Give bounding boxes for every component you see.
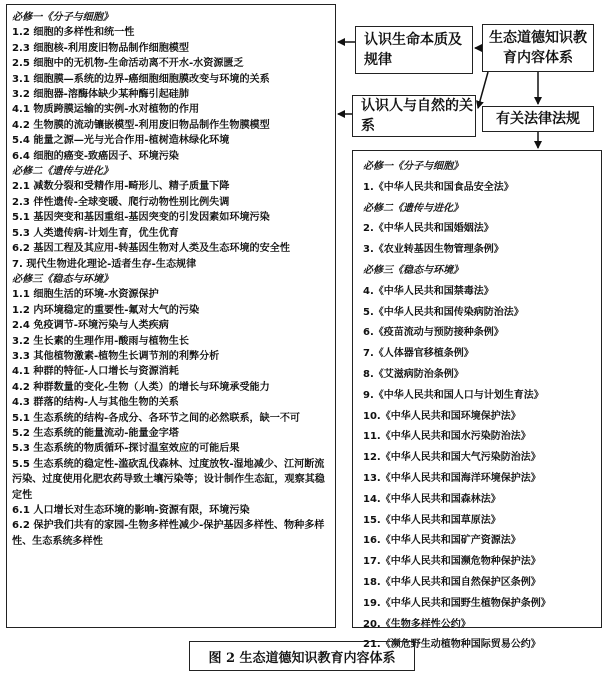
law-item: 8.《艾滋病防治条例》 <box>363 368 464 380</box>
left-panel-item: 5.3 人类遗传病-计划生育，优生优育 <box>12 227 179 239</box>
left-panel-heading: 必修二《遗传与进化》 <box>12 166 113 178</box>
node-understand-life <box>355 26 473 74</box>
law-item: 7.《人体器官移植条例》 <box>363 348 474 360</box>
node-understand-life-label: 认识生命本质及规律 <box>364 32 462 68</box>
figure-caption-text: 图 2 生态道德知识教育内容体系 <box>208 650 396 666</box>
law-heading: 必修一《分子与细胞》 <box>363 161 463 172</box>
law-item: 1.《中华人民共和国食品安全法》 <box>363 181 514 193</box>
law-heading: 必修三《稳态与环境》 <box>363 264 463 276</box>
law-item: 18.《中华人民共和国自然保护区条例》 <box>363 576 541 588</box>
left-panel-item: 2.3 细胞核-利用废旧物品制作细胞模型 <box>12 42 189 54</box>
left-panel-item: 3.1 细胞膜—系统的边界-癌细胞细胞膜改变与环境的关系 <box>12 73 270 85</box>
law-item: 20.《生物多样性公约》 <box>363 618 471 630</box>
law-item: 14.《中华人民共和国森林法》 <box>363 493 501 505</box>
left-panel-item: 7. 现代生物进化理论-适者生存-生态规律 <box>12 258 197 270</box>
law-item: 6.《疫苗流动与预防接种条例》 <box>363 327 504 339</box>
node-core-system-label: 生态道德知识教育内容体系 <box>489 30 587 66</box>
left-panel-item: 6.4 细胞的癌变-致癌因子、环境污染 <box>12 150 179 162</box>
node-understand-nature-label: 认识人与自然的关系 <box>361 98 473 134</box>
law-item: 16.《中华人民共和国矿产资源法》 <box>363 535 521 547</box>
left-panel-item: 6.1 人口增长对生态环境的影响-资源有限，环境污染 <box>12 505 250 516</box>
left-panel-item: 5.3 生态系统的物质循环-探讨温室效应的可能后果 <box>12 443 240 455</box>
law-item: 9.《中华人民共和国人口与计划生育法》 <box>363 389 544 401</box>
left-panel-item: 5.2 生态系统的能量流动-能量金字塔 <box>12 427 179 439</box>
left-panel-item: 3.3 其他植物激素-植物生长调节剂的利弊分析 <box>12 350 220 362</box>
left-panel-heading: 必修三《稳态与环境》 <box>12 273 113 285</box>
arrow-core-to-nature <box>478 72 488 108</box>
left-panel-item: 2.4 免疫调节-环境污染与人类疾病 <box>12 320 169 332</box>
left-panel-item: 2.5 细胞中的无机物-生命活动离不开水-水资源匮乏 <box>12 58 244 70</box>
law-item: 3.《农业转基因生物管理条例》 <box>363 244 504 256</box>
left-panel-item: 6.2 基因工程及其应用-转基因生物对人类及生态环境的安全性 <box>12 243 290 255</box>
left-panel-item: 4.2 种群数量的变化-生物（人类）的增长与环境承受能力 <box>12 381 270 393</box>
law-item: 19.《中华人民共和国野生植物保护条例》 <box>363 597 551 609</box>
left-panel-item: 5.1 生态系统的结构-各成分、各环节之间的必然联系，缺一不可 <box>12 412 301 424</box>
left-panel-item: 1.2 内环境稳定的重要性-氟对大气的污染 <box>12 304 200 316</box>
left-panel-item: 2.3 伴性遗传-全球变暖、爬行动物性别比例失调 <box>12 196 230 208</box>
left-panel-item: 4.1 物质跨膜运输的实例-水对植物的作用 <box>12 104 200 116</box>
left-content-panel <box>6 4 336 628</box>
law-heading: 必修二《遗传与进化》 <box>363 202 463 214</box>
node-laws <box>482 106 594 132</box>
law-item: 2.《中华人民共和国婚姻法》 <box>363 223 494 235</box>
left-panel-item: 5.1 基因突变和基因重组-基因突变的引发因素如环境污染 <box>12 212 270 224</box>
law-item: 13.《中华人民共和国海洋环境保护法》 <box>363 472 541 484</box>
left-panel-item: 3.2 生长素的生理作用-酸雨与植物生长 <box>12 335 189 347</box>
node-core-system <box>482 24 594 72</box>
law-item: 10.《中华人民共和国环境保护法》 <box>363 410 521 422</box>
figure-caption <box>189 641 415 671</box>
law-item: 21.《濒危野生动植物种国际贸易公约》 <box>363 639 541 651</box>
left-panel-item: 3.2 细胞器-溶酶体缺少某种酶引起硅肺 <box>12 89 189 101</box>
left-panel-item: 4.3 群落的结构-人与其他生物的关系 <box>12 397 179 409</box>
law-item: 15.《中华人民共和国草原法》 <box>363 514 501 526</box>
left-panel-item: 4.1 种群的特征-人口增长与资源消耗 <box>12 366 179 378</box>
node-understand-nature <box>352 95 476 137</box>
law-item: 4.《中华人民共和国禁毒法》 <box>363 285 494 297</box>
left-panel-item: 1.1 细胞生活的环境-水资源保护 <box>12 289 159 301</box>
left-panel-heading: 必修一《分子与细胞》 <box>12 12 113 23</box>
left-panel-item: 6.2 保护我们共有的家园-生物多样性减少-保护基因多样性、物种多样性、生态系统多样性 <box>12 520 325 547</box>
left-panel-item: 4.2 生物膜的流动镶嵌模型-利用废旧物品制作生物膜模型 <box>12 119 270 131</box>
law-item: 12.《中华人民共和国大气污染防治法》 <box>363 452 541 464</box>
left-panel-item: 1.2 细胞的多样性和统一性 <box>12 27 135 39</box>
left-panel-item: 2.1 减数分裂和受精作用-畸形儿、精子质量下降 <box>12 181 230 193</box>
left-panel-item: 5.4 能量之源—光与光合作用-植树造林绿化环境 <box>12 135 230 147</box>
left-panel-item: 5.5 生态系统的稳定性-滥砍乱伐森林、过度放牧-湿地减少、江河断流污染、过度使用化肥农药导致土壤污染等；设计制作生态缸，观察其稳定性 <box>12 458 325 501</box>
node-laws-label: 有关法律法规 <box>496 111 580 127</box>
law-item: 5.《中华人民共和国传染病防治法》 <box>363 306 524 318</box>
right-laws-panel <box>352 150 602 651</box>
law-item: 17.《中华人民共和国濒危物种保护法》 <box>363 556 541 568</box>
law-item: 11.《中华人民共和国水污染防治法》 <box>363 431 531 443</box>
